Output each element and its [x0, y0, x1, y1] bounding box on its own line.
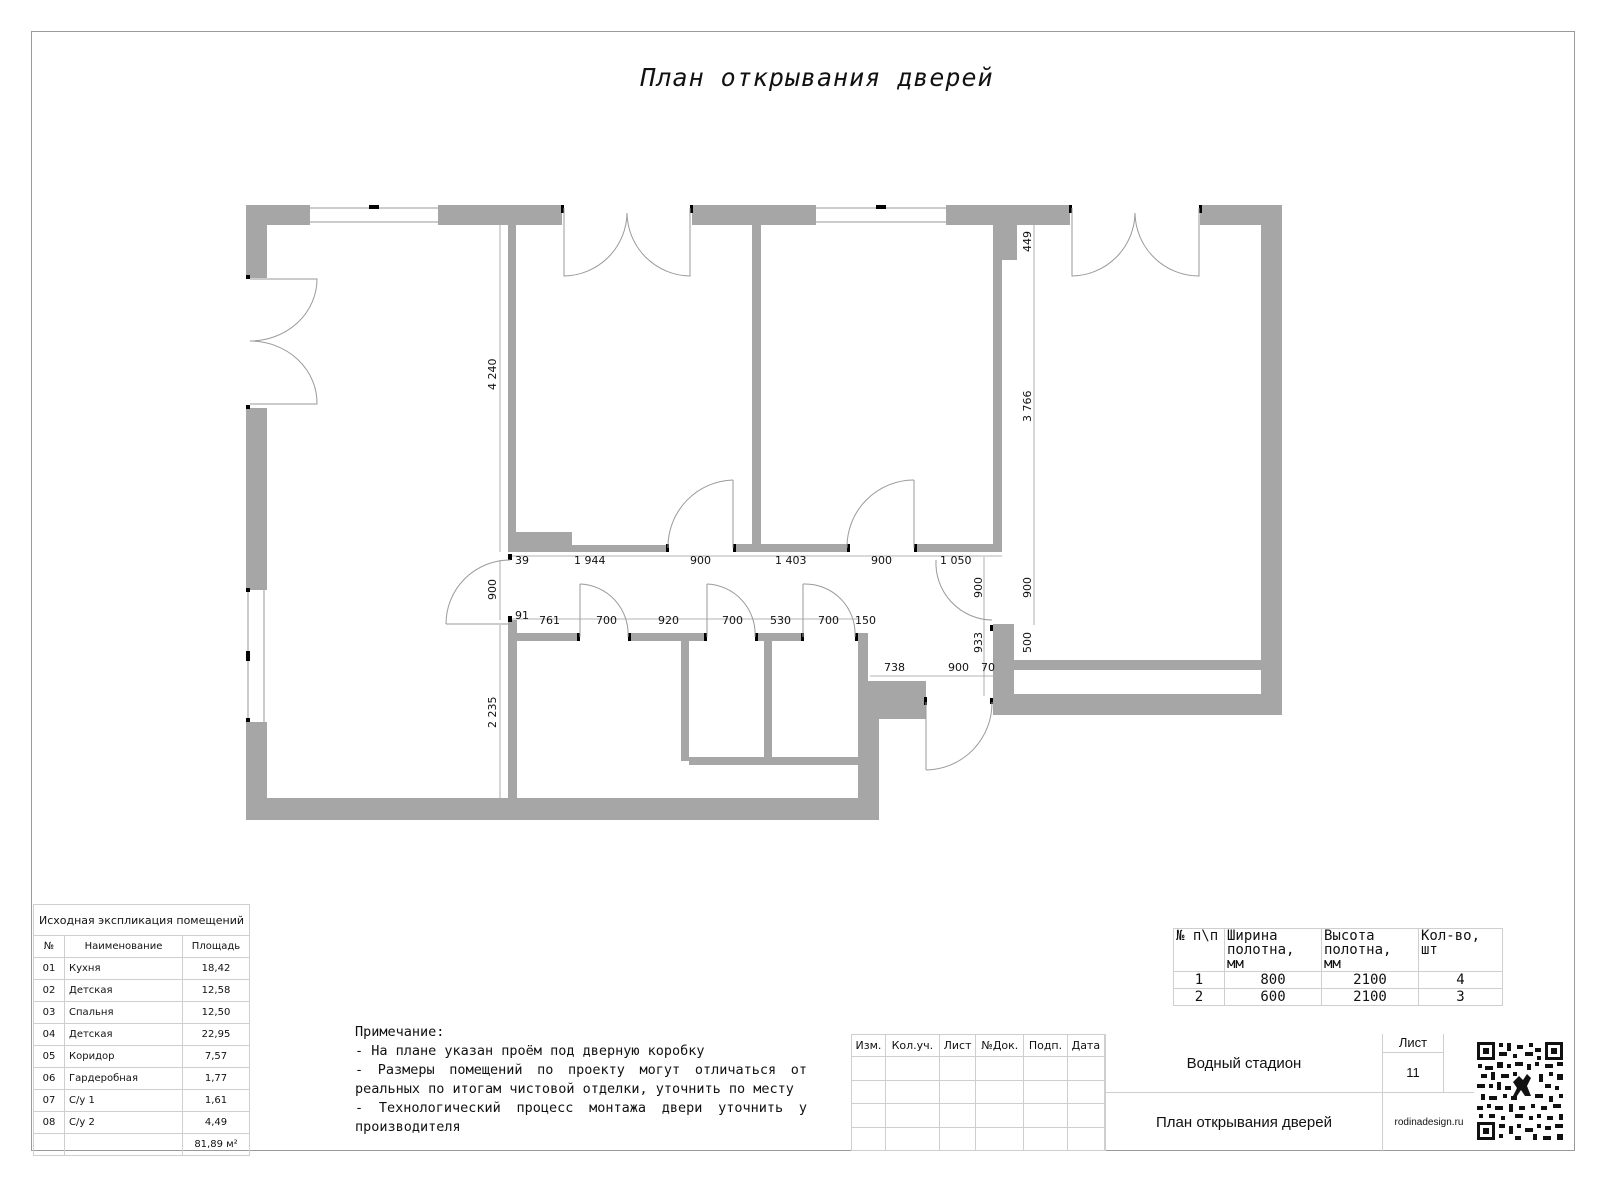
sheet-label: Лист — [1382, 1034, 1443, 1053]
room-name: Кухня — [65, 958, 183, 980]
dim-top-2: 900 — [690, 554, 711, 567]
stamp-col-date: Дата — [1067, 1035, 1104, 1057]
dim-v-0: 4 240 — [486, 358, 499, 390]
stamp-col-change: Изм. — [852, 1035, 886, 1057]
doors-header-width: Ширина полотна, мм — [1225, 929, 1322, 972]
note-item: - Размеры помещений по проекту могут отличаться от реальных по итогам чистовой отделки, уточнить по месту — [355, 1062, 807, 1097]
door-height: 2100 — [1322, 989, 1419, 1006]
dim-mid-0: 91 — [515, 609, 529, 622]
room-number: 05 — [34, 1046, 65, 1068]
dim-lower-0: 738 — [884, 661, 905, 674]
dim-v-5: 900 — [486, 579, 499, 600]
dim-mid-7: 150 — [855, 614, 876, 627]
revision-grid — [851, 1034, 1105, 1151]
room-number: 07 — [34, 1090, 65, 1112]
title-block — [851, 1034, 1575, 1151]
room-name: С/у 1 — [65, 1090, 183, 1112]
door-count: 4 — [1419, 972, 1503, 989]
window-lines — [248, 208, 946, 722]
door-height: 2100 — [1322, 972, 1419, 989]
note-item: - На плане указан проём под дверную коробку — [355, 1043, 705, 1059]
table-row — [34, 1046, 250, 1068]
dim-top-3: 1 403 — [775, 554, 807, 567]
table-row — [34, 958, 250, 980]
stamp-col-doc: №Док. — [976, 1035, 1024, 1057]
dim-mid-4: 700 — [722, 614, 743, 627]
dim-v-6: 933 — [972, 632, 985, 653]
door-type: 2 — [1174, 989, 1225, 1006]
table-row — [34, 980, 250, 1002]
table-row — [34, 1068, 250, 1090]
room-explication-table — [33, 904, 250, 1156]
dim-mid-1: 761 — [539, 614, 560, 627]
door-swings — [250, 208, 1199, 770]
dim-top-1: 1 944 — [574, 554, 606, 567]
room-area: 7,57 — [183, 1046, 250, 1068]
dim-v-7: 900 — [972, 577, 985, 598]
stamp-col-count: Кол.уч. — [885, 1035, 939, 1057]
door-count: 3 — [1419, 989, 1503, 1006]
room-area: 12,58 — [183, 980, 250, 1002]
dim-top-0: 39 — [515, 554, 529, 567]
room-area: 1,61 — [183, 1090, 250, 1112]
room-number: 06 — [34, 1068, 65, 1090]
doors-header-count: Кол-во, шт — [1419, 929, 1503, 972]
table-row — [34, 1002, 250, 1024]
room-name: Детская — [65, 1024, 183, 1046]
door-spec-table — [1173, 928, 1503, 1006]
table-row-total — [34, 1134, 250, 1156]
website-label: rodinadesign.ru — [1382, 1093, 1475, 1151]
room-area: 18,42 — [183, 958, 250, 980]
room-number: 02 — [34, 980, 65, 1002]
dim-v-4: 2 235 — [486, 696, 499, 728]
explication-header-area: Площадь — [183, 936, 250, 958]
room-name: Детская — [65, 980, 183, 1002]
door-width: 600 — [1225, 989, 1322, 1006]
dim-mid-5: 530 — [770, 614, 791, 627]
project-name: Водный стадион — [1106, 1034, 1382, 1093]
note-item: - Технологический процесс монтажа двери уточнить у производителя — [355, 1100, 807, 1135]
table-row — [34, 1112, 250, 1134]
room-name: Коридор — [65, 1046, 183, 1068]
title-block-right — [1105, 1034, 1576, 1151]
total-area: 81,89 м² — [183, 1134, 250, 1156]
room-number: 04 — [34, 1024, 65, 1046]
page-title: План открывания дверей — [640, 63, 994, 92]
door-width: 800 — [1225, 972, 1322, 989]
room-area: 4,49 — [183, 1112, 250, 1134]
wall-ticks — [246, 205, 1202, 722]
room-area: 1,77 — [183, 1068, 250, 1090]
table-row — [1174, 972, 1503, 989]
room-name: С/у 2 — [65, 1112, 183, 1134]
table-row — [34, 1024, 250, 1046]
notes-block — [355, 1023, 807, 1137]
dim-v-8: 500 — [1021, 632, 1034, 653]
dim-lower-2: 70 — [981, 661, 995, 674]
table-row — [1174, 989, 1503, 1006]
dim-top-4: 900 — [871, 554, 892, 567]
sheet-blank-cell — [1443, 1034, 1474, 1093]
dim-v-3: 900 — [1021, 577, 1034, 598]
stamp-col-sheet: Лист — [939, 1035, 976, 1057]
notes-heading: Примечание: — [355, 1024, 445, 1040]
qr-code-icon — [1475, 1040, 1565, 1142]
explication-header-number: № — [34, 936, 65, 958]
table-row — [34, 1090, 250, 1112]
dim-mid-6: 700 — [818, 614, 839, 627]
explication-header-name: Наименование — [65, 936, 183, 958]
room-name: Гардеробная — [65, 1068, 183, 1090]
dim-mid-3: 920 — [658, 614, 679, 627]
room-name: Спальня — [65, 1002, 183, 1024]
doors-header-number: № п\п — [1174, 929, 1225, 972]
dim-top-5: 1 050 — [940, 554, 972, 567]
sheet-number: 11 — [1382, 1053, 1443, 1093]
room-area: 22,95 — [183, 1024, 250, 1046]
room-number: 03 — [34, 1002, 65, 1024]
dim-v-2: 449 — [1021, 231, 1034, 252]
dim-mid-2: 700 — [596, 614, 617, 627]
explication-caption: Исходная экспликация помещений — [34, 905, 250, 936]
doors-header-height: Высота полотна, мм — [1322, 929, 1419, 972]
room-area: 12,50 — [183, 1002, 250, 1024]
stamp-col-sign: Подп. — [1024, 1035, 1067, 1057]
dim-v-1: 3 766 — [1021, 390, 1034, 422]
door-type: 1 — [1174, 972, 1225, 989]
room-number: 01 — [34, 958, 65, 980]
dim-lower-1: 900 — [948, 661, 969, 674]
walls — [246, 205, 1282, 820]
drawing-name: План открывания дверей — [1156, 1113, 1332, 1131]
room-number: 08 — [34, 1112, 65, 1134]
